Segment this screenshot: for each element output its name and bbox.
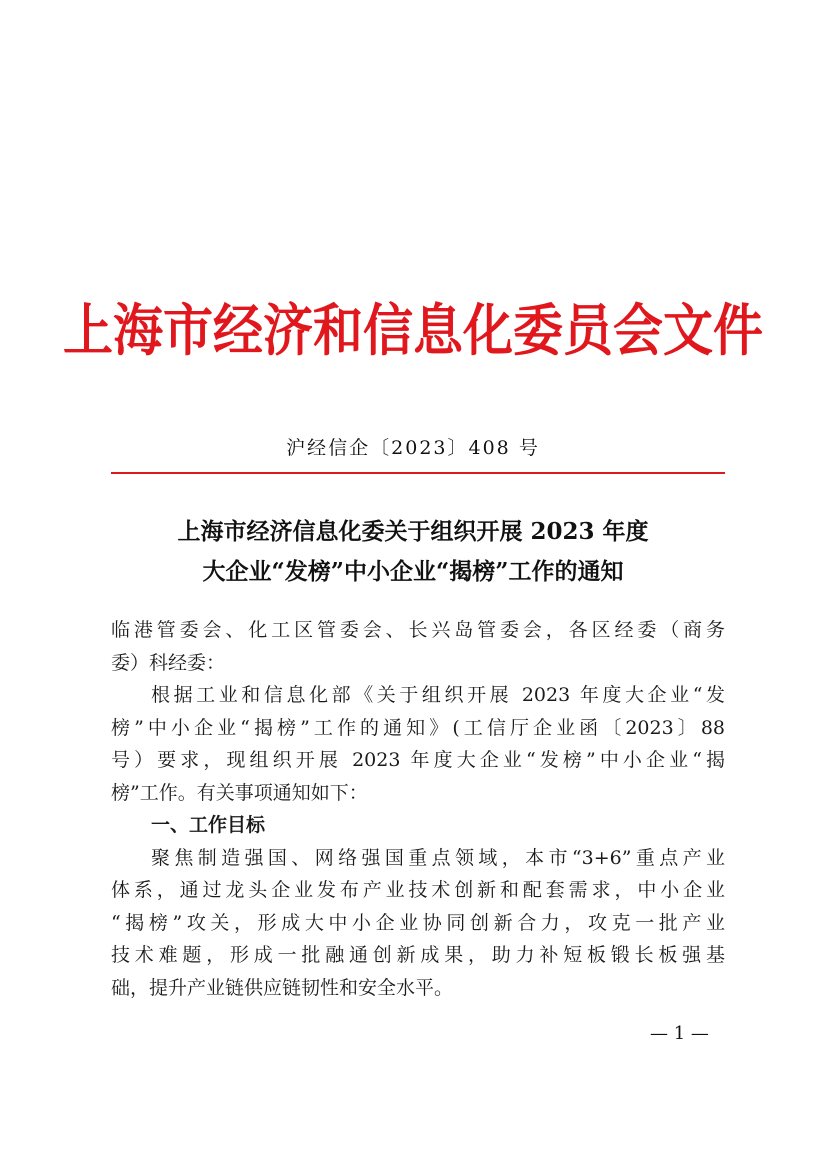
paragraph-line: 根据工业和信息化部《关于组织开展 2023 年度大企业“发	[151, 684, 725, 706]
addressee-line: 临港管委会、化工区管委会、长兴岛管委会，各区经委（商务	[111, 619, 725, 641]
section-heading: 一、工作目标	[151, 814, 266, 836]
paragraph-line: “揭榜”攻关，形成大中小企业协同创新合力，攻克一批产业	[111, 911, 725, 934]
paragraph-line: 础，提升产业链供应链韧性和安全水平。	[111, 976, 454, 999]
page-number: — 1 —	[650, 1023, 709, 1044]
addressee-line: 委）科经委：	[111, 651, 226, 674]
notice-title-line-1: 上海市经济信息化委关于组织开展 2023 年度	[177, 518, 649, 545]
paragraph-line: 号）要求，现组织开展 2023 年度大企业“发榜”中小企业“揭	[111, 749, 725, 771]
red-divider-line	[111, 472, 725, 474]
paragraph-line: 聚焦制造强国、网络强国重点领域，本市“3+6”重点产业	[151, 846, 725, 869]
paragraph-line: 技术难题，形成一批融通创新成果，助力补短板锻长板强基	[111, 944, 725, 966]
paragraph-line: 榜”中小企业“揭榜”工作的通知》(工信厅企业函〔2023〕88	[111, 716, 725, 739]
document-number: 沪经信企〔2023〕408 号	[286, 437, 540, 459]
paragraph-line: 体系，通过龙头企业发布产业技术创新和配套需求，中小企业	[111, 879, 725, 901]
document-body	[111, 614, 725, 1004]
notice-title-line-2: 大企业“发榜”中小企业“揭榜”工作的通知	[202, 558, 624, 585]
masthead-title: 上海市经济和信息化委员会文件	[63, 297, 763, 364]
paragraph-line: 榜”工作。有关事项通知如下：	[111, 781, 368, 804]
